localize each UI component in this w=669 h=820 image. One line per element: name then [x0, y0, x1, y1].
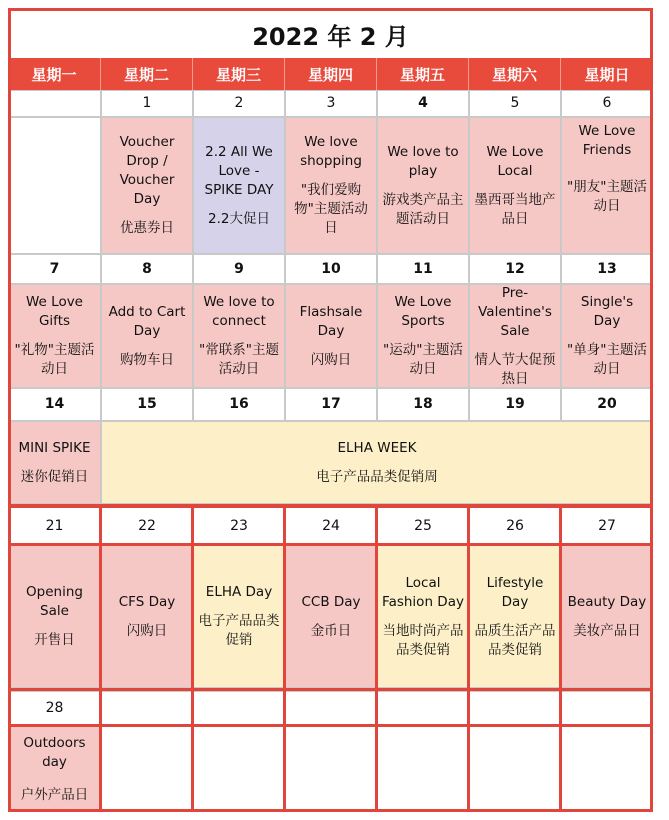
date-cell: [101, 691, 193, 726]
event-en: Pre-Valentine's Sale: [478, 284, 552, 339]
event-zh: 情人节大促预热日: [474, 351, 556, 387]
date-cell: 28: [8, 691, 101, 726]
date-cell: 3: [285, 90, 377, 117]
event-en: 2.2 All We Love - SPIKE DAY: [204, 143, 274, 198]
date-cell: 7: [8, 254, 101, 284]
weekday-fri: 星期五: [377, 58, 469, 90]
event-en: Single's Day: [580, 294, 634, 329]
event-en: CFS Day: [118, 593, 176, 610]
weekday-sun: 星期日: [561, 58, 653, 90]
event-en: Outdoors day: [23, 734, 86, 770]
date-cell: [8, 90, 101, 117]
event-cell: [193, 284, 285, 388]
date-cell: 6: [561, 90, 653, 117]
weekday-wed: 星期三: [193, 58, 285, 90]
date-cell: 16: [193, 388, 285, 421]
event-en: We Love Sports: [394, 294, 452, 329]
event-zh: 迷你促销日: [20, 468, 89, 485]
event-zh: 品质生活产品品类促销: [474, 622, 556, 658]
event-cell: [561, 284, 653, 388]
event-zh: 电子产品品类促销: [198, 613, 280, 648]
event-cell: [193, 726, 285, 812]
event-cell: [285, 726, 377, 812]
event-cell: [469, 545, 561, 688]
date-cell: 21: [8, 507, 101, 545]
date-cell: 1: [101, 90, 193, 117]
event-cell: [193, 545, 285, 688]
event-cell-mini-spike: [8, 421, 101, 504]
event-cell: [469, 726, 561, 812]
date-cell: [377, 691, 469, 726]
event-en: ELHA Day: [205, 584, 273, 600]
event-cell: [285, 284, 377, 388]
date-cell: 13: [561, 254, 653, 284]
event-en: We love shopping: [300, 134, 362, 169]
weekday-mon: 星期一: [8, 58, 101, 90]
event-en: Add to Cart Day: [108, 303, 186, 339]
date-cell: 5: [469, 90, 561, 117]
event-cell: [377, 545, 469, 688]
date-cell: 17: [285, 388, 377, 421]
event-en: We Love Gifts: [26, 294, 83, 329]
event-cell: [193, 117, 285, 254]
date-cell: 11: [377, 254, 469, 284]
date-cell: 26: [469, 507, 561, 545]
date-cell: 10: [285, 254, 377, 284]
event-cell: [469, 117, 561, 254]
event-zh: 优惠券日: [120, 220, 174, 236]
event-en: ELHA WEEK: [337, 439, 417, 456]
event-cell: [377, 726, 469, 812]
date-cell: 12: [469, 254, 561, 284]
event-en: We love to connect: [203, 294, 275, 329]
event-en: Flashsale Day: [299, 303, 363, 339]
calendar-title: 2022 年 2 月: [8, 8, 653, 58]
event-zh: 电子产品品类促销周: [316, 468, 438, 485]
date-cell: 8: [101, 254, 193, 284]
date-cell: [469, 691, 561, 726]
date-cell: 9: [193, 254, 285, 284]
date-cell: 24: [285, 507, 377, 545]
event-en: Voucher Drop / Voucher Day: [119, 134, 175, 207]
event-cell: [101, 284, 193, 388]
date-cell: [193, 691, 285, 726]
event-zh: "我们爱购物"主题活动日: [294, 182, 368, 236]
event-en: We Love Friends: [578, 123, 636, 158]
event-en: CCB Day: [301, 593, 361, 610]
event-en: MINI SPIKE: [18, 439, 91, 456]
event-zh: 美妆产品日: [573, 622, 641, 639]
event-en: We Love Local: [486, 143, 544, 179]
event-zh: "运动"主题活动日: [383, 342, 463, 377]
event-en: Local Fashion Day: [382, 574, 464, 610]
date-cell: 2: [193, 90, 285, 117]
event-zh: 闪购日: [126, 622, 168, 639]
date-cell: 14: [8, 388, 101, 421]
event-en: We love to play: [387, 143, 459, 179]
event-cell: [101, 726, 193, 812]
event-en: Lifestyle Day: [486, 574, 544, 610]
event-cell: [561, 117, 653, 254]
date-cell: 20: [561, 388, 653, 421]
date-cell: 4: [377, 90, 469, 117]
event-zh: 户外产品日: [20, 786, 89, 803]
date-cell: 19: [469, 388, 561, 421]
event-cell: [101, 117, 193, 254]
event-cell: [8, 726, 101, 812]
event-cell: [8, 117, 101, 254]
event-zh: 购物车日: [120, 351, 174, 368]
event-zh: 2.2大促日: [208, 210, 270, 227]
event-cell: [8, 284, 101, 388]
date-cell: [285, 691, 377, 726]
event-zh: 闪购日: [310, 351, 352, 368]
event-cell: [561, 726, 653, 812]
event-cell: [101, 545, 193, 688]
event-zh: "单身"主题活动日: [567, 342, 647, 377]
event-en: Beauty Day: [567, 593, 647, 610]
date-cell: [561, 691, 653, 726]
event-cell: [377, 117, 469, 254]
event-cell-elha-week: [101, 421, 653, 504]
weekday-sat: 星期六: [469, 58, 561, 90]
event-zh: "礼物"主题活动日: [14, 342, 95, 377]
date-cell: 18: [377, 388, 469, 421]
event-zh: 当地时尚产品品类促销: [382, 622, 464, 658]
event-cell: [285, 545, 377, 688]
date-cell: 15: [101, 388, 193, 421]
event-en: Opening Sale: [26, 584, 83, 619]
event-cell: [377, 284, 469, 388]
weekday-tue: 星期二: [101, 58, 193, 90]
event-cell: [469, 284, 561, 388]
event-zh: "朋友"主题活动日: [567, 179, 647, 214]
event-zh: "常联系"主题活动日: [199, 342, 279, 377]
event-zh: 金币日: [310, 622, 352, 639]
event-cell: [561, 545, 653, 688]
date-cell: 22: [101, 507, 193, 545]
event-zh: 墨西哥当地产品日: [474, 191, 556, 227]
date-cell: 25: [377, 507, 469, 545]
date-cell: 23: [193, 507, 285, 545]
date-cell: 27: [561, 507, 653, 545]
event-zh: 游戏类产品主题活动日: [382, 191, 464, 227]
event-cell: [8, 545, 101, 688]
event-zh: 开售日: [34, 632, 75, 648]
weekday-thu: 星期四: [285, 58, 377, 90]
event-cell: [285, 117, 377, 254]
